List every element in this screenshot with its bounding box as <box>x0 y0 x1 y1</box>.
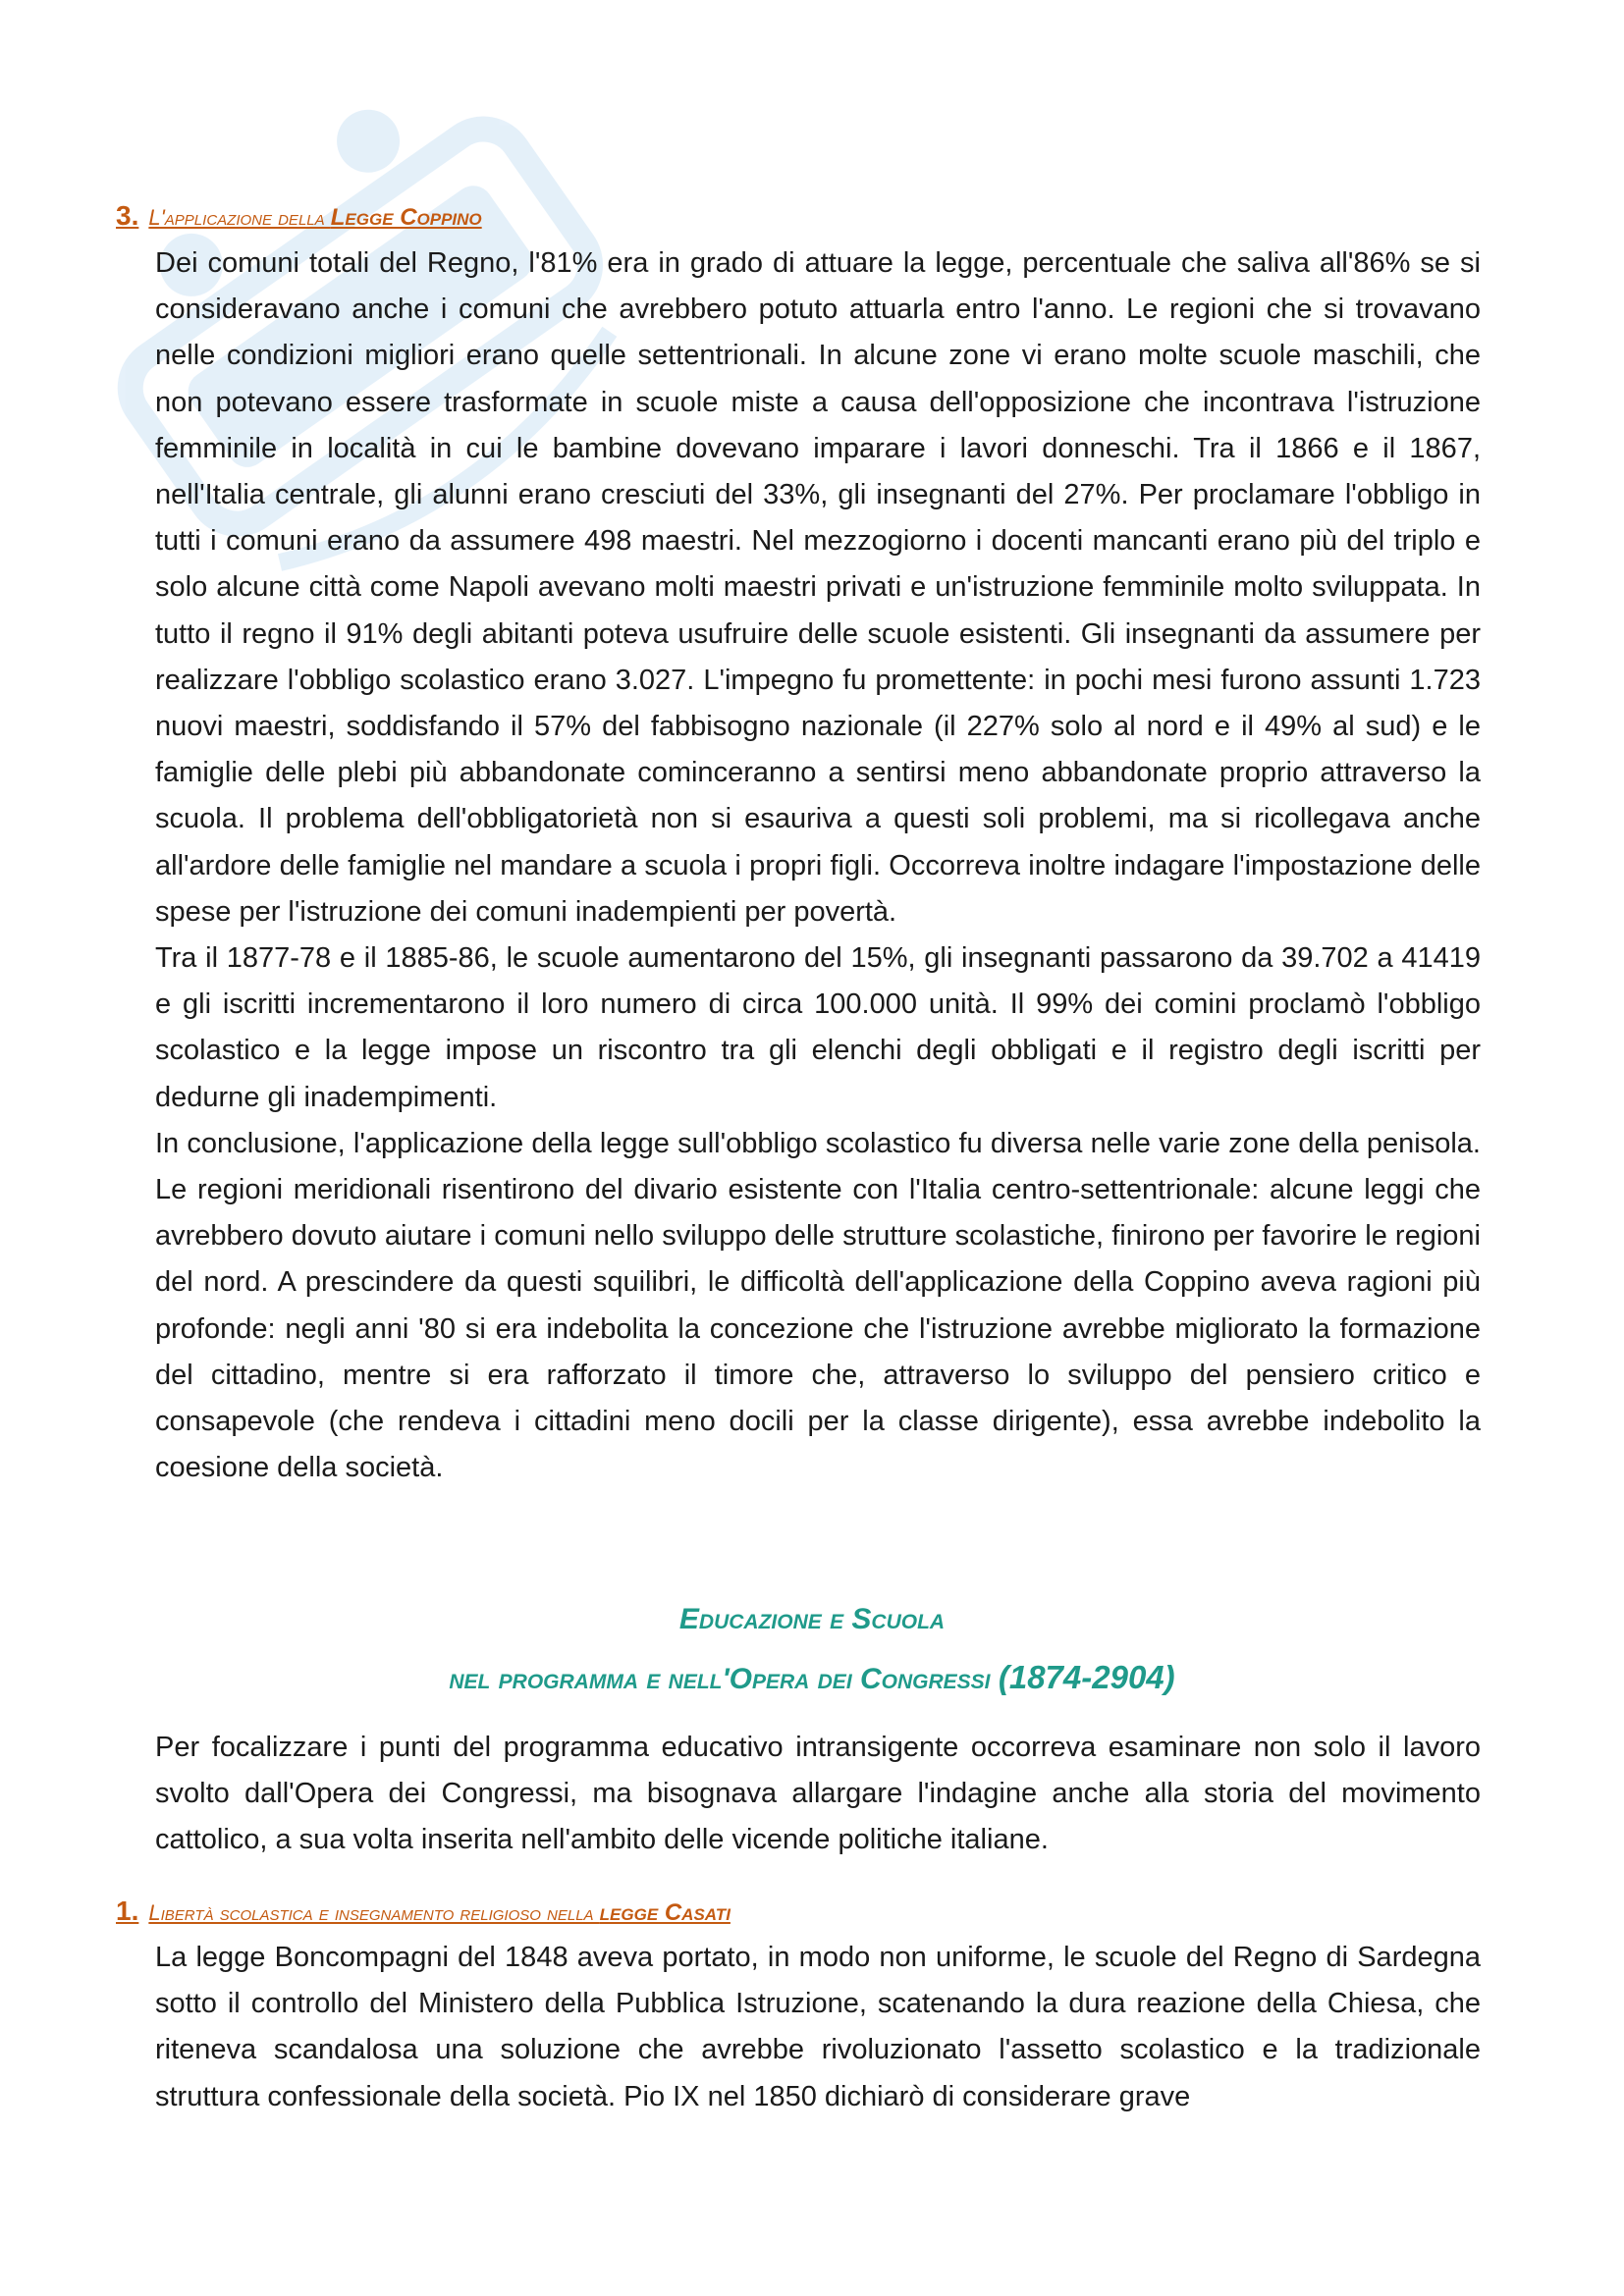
section-1-heading <box>116 1896 731 1927</box>
section-3-paragraph-2: Tra il 1877-78 e il 1885-86, le scuole aumentarono del 15%, gli insegnanti passarono da 39.702 a 41419 e gli iscritti incrementarono il loro numero di circa 100.000 unità. Il 99% dei comini proclamò l'obbligo scolastico e la legge impose un riscontro tra gli elenchi degli obbligati e il registro degli iscritti per dedurne gli inadempimenti. <box>155 942 1481 1113</box>
section-3-paragraph-3: In conclusione, l'applicazione della legge sull'obbligo scolastico fu diversa nelle varie zone della penisola. Le regioni meridionali risentirono del divario esistente con l'Italia centro-settentrionale: alcune leggi che avrebbero dovuto aiutare i comuni nello sviluppo delle strutture scolastiche, finirono per favorire le regioni del nord. A prescindere da questi squilibri, le difficoltà dell'applicazione della Coppino aveva ragioni più profonde: negli anni '80 si era indebolita la concezione che l'istruzione avrebbe migliorato la formazione del cittadino, mentre si era rafforzato il timore che, attraverso lo sviluppo del pensiero critico e consapevole (che rendeva i cittadini meno docili per la classe dirigente), essa avrebbe indebolito la coesione della società. <box>155 1127 1481 1484</box>
chapter-intro-paragraph: Per focalizzare i punti del programma educativo intransigente occorreva esaminare non solo il lavoro svolto dall'Opera dei Congressi, ma bisognava allargare l'indagine anche alla storia del movimento cattolico, a sua volta inserita nell'ambito delle vicende politiche italiane. <box>155 1732 1481 1856</box>
chapter-title-line-2-text: nel programma e nell'Opera dei Congressi <box>449 1663 991 1695</box>
section-3-paragraph-1: Dei comuni totali del Regno, l'81% era in grado di attuare la legge, percentuale che saliva all'86% se si consideravano anche i comuni che avrebbero potuto attuarla entro l'anno. Le regioni che si trovavano nelle condizioni migliori erano quelle settentrionali. In alcune zone vi erano molte scuole maschili, che non potevano essere trasformate in scuole miste a causa dell'opposizione che incontrava l'istruzione femminile in località in cui le bambine dovevano imparare i lavori donneschi. Tra il 1866 e il 1867, nell'Italia centrale, gli alunni erano cresciuti del 33%, gli insegnanti del 27%. Per proclamare l'obbligo in tutti i comuni erano da assumere 498 maestri. Nel mezzogiorno i docenti mancanti erano più del triplo e solo alcune città come Napoli avevano molti maestri privati e un'istruzione femminile molto sviluppata. In tutto il regno il 91% degli abitanti poteva usufruire delle scuole esistenti. Gli insegnanti da assumere per realizzare l'obbligo scolastico erano 3.027. L'impegno fu promettente: in pochi mesi furono assunti 1.723 nuovi maestri, soddisfando il 57% del fabbisogno nazionale (il 227% solo al nord e il 49% al sud) e le famiglie delle plebi più abbandonate cominceranno a sentirsi meno abbandonate proprio attraverso la scuola. Il problema dell'obbligatorietà non si esauriva a questi soli problemi, ma si ricollegava anche all'ardore delle famiglie nel mandare a scuola i propri figli. Occorreva inoltre indagare l'impostazione delle spese per l'istruzione dei comuni inadempienti per povertà. <box>155 247 1481 928</box>
chapter-title-line-1: Educazione e Scuola <box>678 1603 946 1635</box>
chapter-title-years: (1874-2904) <box>998 1659 1175 1695</box>
chapter-intro <box>155 1725 1481 1864</box>
section-1-heading-law: legge Casati <box>599 1899 731 1926</box>
section-1-body <box>155 1935 1481 2120</box>
section-3-heading-law: Legge Coppino <box>330 204 482 231</box>
section-3-number: 3. <box>116 200 139 231</box>
section-3-heading-text: L'applicazione della <box>148 205 331 230</box>
section-1-paragraph: La legge Boncompagni del 1848 aveva portato, in modo non uniforme, le scuole del Regno di Sardegna sotto il controllo del Ministero della Pubblica Istruzione, scatenando la dura reazione della Chiesa, che riteneva scandalosa una soluzione che avrebbe rivoluzionato l'assetto scolastico e la tradizionale struttura confessionale della società. Pio IX nel 1850 dichiarò di considerare grave <box>155 1942 1481 2112</box>
section-3-heading <box>116 200 482 232</box>
section-3-body <box>155 240 1481 1491</box>
section-1-number: 1. <box>116 1896 139 1926</box>
section-1-heading-text: Libertà scolastica e insegnamento religioso nella <box>148 1900 600 1925</box>
chapter-title-line-2 <box>0 1659 1624 1696</box>
